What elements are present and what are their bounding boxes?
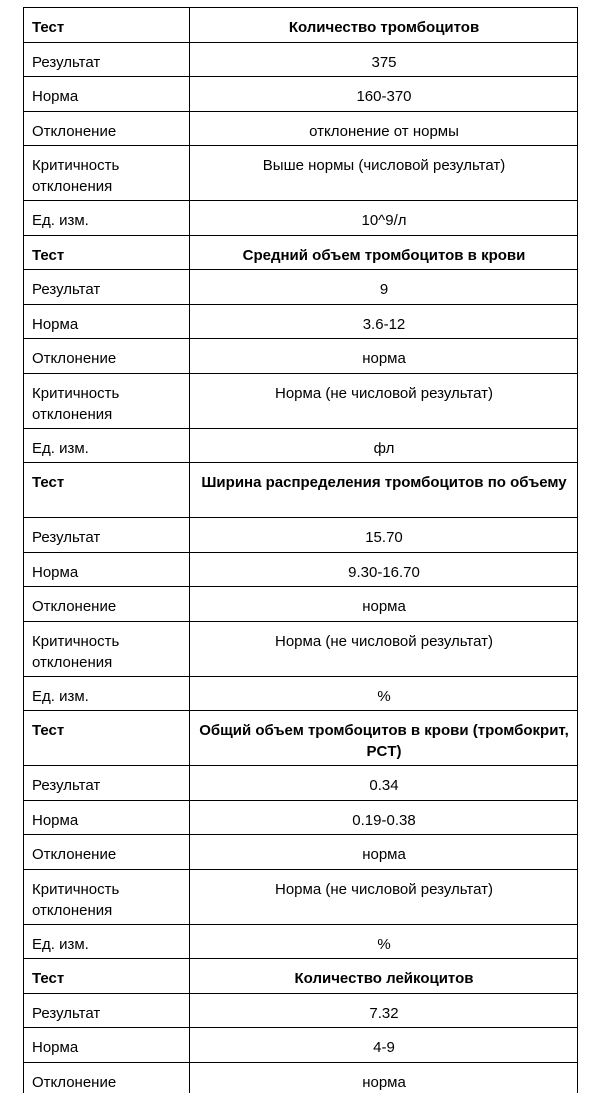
norm-label: Норма	[24, 304, 190, 339]
result-label: Результат	[24, 766, 190, 801]
norm-row	[24, 1028, 578, 1063]
norm-value: 160-370	[190, 77, 578, 112]
test-label: Тест	[24, 959, 190, 994]
test-label: Тест	[24, 463, 190, 518]
test-name: Количество тромбоцитов	[190, 8, 578, 43]
test-label: Тест	[24, 711, 190, 766]
criticality-value: Норма (не числовой результат)	[190, 869, 578, 924]
norm-row	[24, 77, 578, 112]
result-row	[24, 42, 578, 77]
criticality-value: Выше нормы (числовой результат)	[190, 146, 578, 201]
deviation-label: Отклонение	[24, 339, 190, 374]
unit-label: Ед. изм.	[24, 924, 190, 959]
unit-row	[24, 676, 578, 711]
test-label: Тест	[24, 8, 190, 43]
norm-row	[24, 800, 578, 835]
test-name: Общий объем тромбоцитов в крови (тромбокрит, PCT)	[190, 711, 578, 766]
unit-value: %	[190, 676, 578, 711]
unit-row	[24, 201, 578, 236]
deviation-value: норма	[190, 339, 578, 374]
deviation-value: норма	[190, 835, 578, 870]
test-name: Средний объем тромбоцитов в крови	[190, 235, 578, 270]
deviation-row	[24, 111, 578, 146]
criticality-value: Норма (не числовой результат)	[190, 373, 578, 428]
test-header-row	[24, 711, 578, 766]
test-name: Ширина распределения тромбоцитов по объему	[190, 463, 578, 518]
unit-row	[24, 428, 578, 463]
result-value: 375	[190, 42, 578, 77]
test-header-row	[24, 463, 578, 518]
lab-results-table	[23, 7, 578, 1093]
norm-label: Норма	[24, 1028, 190, 1063]
norm-row	[24, 304, 578, 339]
criticality-row	[24, 146, 578, 201]
result-row	[24, 993, 578, 1028]
result-label: Результат	[24, 993, 190, 1028]
norm-value: 0.19-0.38	[190, 800, 578, 835]
norm-label: Норма	[24, 77, 190, 112]
unit-label: Ед. изм.	[24, 676, 190, 711]
deviation-value: норма	[190, 587, 578, 622]
result-label: Результат	[24, 270, 190, 305]
test-header-row	[24, 8, 578, 43]
criticality-row	[24, 621, 578, 676]
result-label: Результат	[24, 518, 190, 553]
criticality-label: Критичность отклонения	[24, 869, 190, 924]
unit-value: %	[190, 924, 578, 959]
test-header-row	[24, 235, 578, 270]
result-value: 9	[190, 270, 578, 305]
deviation-row	[24, 835, 578, 870]
unit-row	[24, 924, 578, 959]
unit-value: 10^9/л	[190, 201, 578, 236]
criticality-label: Критичность отклонения	[24, 146, 190, 201]
result-label: Результат	[24, 42, 190, 77]
norm-value: 3.6-12	[190, 304, 578, 339]
unit-value: фл	[190, 428, 578, 463]
deviation-label: Отклонение	[24, 835, 190, 870]
result-row	[24, 518, 578, 553]
deviation-value: норма	[190, 1062, 578, 1093]
criticality-label: Критичность отклонения	[24, 373, 190, 428]
deviation-row	[24, 339, 578, 374]
result-row	[24, 270, 578, 305]
test-name: Количество лейкоцитов	[190, 959, 578, 994]
norm-row	[24, 552, 578, 587]
unit-label: Ед. изм.	[24, 201, 190, 236]
criticality-label: Критичность отклонения	[24, 621, 190, 676]
result-value: 0.34	[190, 766, 578, 801]
deviation-label: Отклонение	[24, 587, 190, 622]
norm-value: 4-9	[190, 1028, 578, 1063]
deviation-label: Отклонение	[24, 111, 190, 146]
result-row	[24, 766, 578, 801]
deviation-value: отклонение от нормы	[190, 111, 578, 146]
deviation-row	[24, 1062, 578, 1093]
criticality-row	[24, 373, 578, 428]
unit-label: Ед. изм.	[24, 428, 190, 463]
criticality-value: Норма (не числовой результат)	[190, 621, 578, 676]
norm-label: Норма	[24, 800, 190, 835]
criticality-row	[24, 869, 578, 924]
deviation-label: Отклонение	[24, 1062, 190, 1093]
result-value: 15.70	[190, 518, 578, 553]
test-label: Тест	[24, 235, 190, 270]
result-value: 7.32	[190, 993, 578, 1028]
deviation-row	[24, 587, 578, 622]
norm-label: Норма	[24, 552, 190, 587]
test-header-row	[24, 959, 578, 994]
norm-value: 9.30-16.70	[190, 552, 578, 587]
